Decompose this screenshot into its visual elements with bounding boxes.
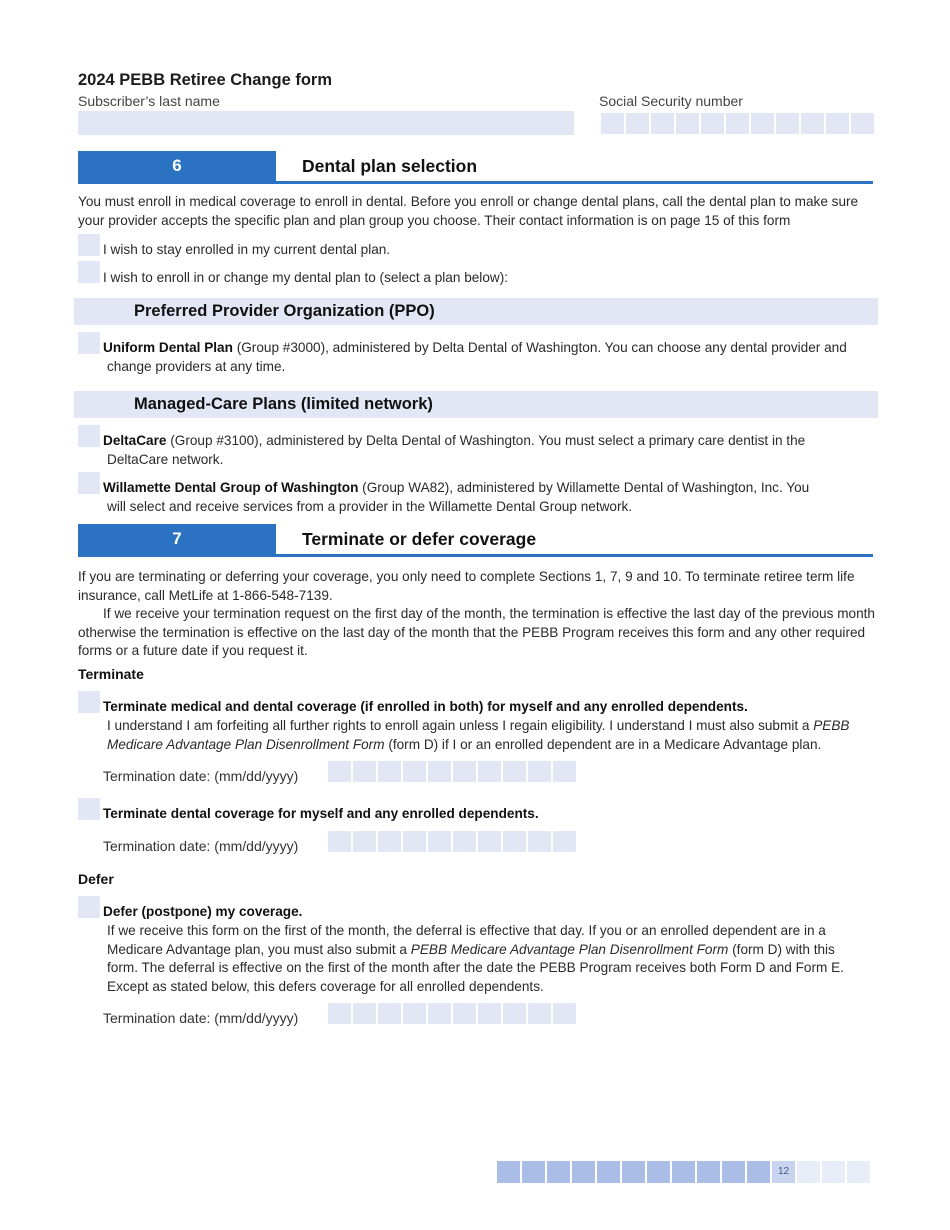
deltacare-option bbox=[103, 432, 883, 451]
section-6-header bbox=[78, 151, 873, 184]
date-digit-cell[interactable] bbox=[353, 761, 376, 782]
page-marker bbox=[597, 1161, 620, 1183]
page-marker bbox=[697, 1161, 720, 1183]
page-marker bbox=[547, 1161, 570, 1183]
change-plan-label: I wish to enroll in or change my dental plan to (select a plan below): bbox=[103, 270, 509, 285]
deltacare-desc: (Group #3100), administered by Delta Dental of Washington. You must select a primary care dentist in the bbox=[166, 433, 806, 448]
date-digit-cell[interactable] bbox=[453, 831, 476, 852]
termination-date-field-2[interactable] bbox=[328, 831, 578, 853]
date-digit-cell[interactable] bbox=[403, 761, 426, 782]
date-digit-cell[interactable] bbox=[478, 1003, 501, 1024]
page-marker bbox=[747, 1161, 770, 1183]
ssn-digit-cell[interactable] bbox=[676, 113, 699, 134]
terminate-dental-title: Terminate dental coverage for myself and any enrolled dependents. bbox=[103, 806, 539, 821]
willamette-name: Willamette Dental Group of Washington bbox=[103, 480, 359, 495]
ssn-digit-cell[interactable] bbox=[751, 113, 774, 134]
ssn-digit-cell[interactable] bbox=[851, 113, 874, 134]
date-digit-cell[interactable] bbox=[403, 1003, 426, 1024]
page-marker bbox=[722, 1161, 745, 1183]
page-marker bbox=[647, 1161, 670, 1183]
terminate-medical-dental-checkbox[interactable] bbox=[78, 691, 100, 713]
deltacare-name: DeltaCare bbox=[103, 433, 167, 448]
section-7-intro-2: If we receive your termination request on the first day of the month, the termination is effective the last day of the previous month otherwise the termination is effective on the last day of the month that the PEBB Program receives this form and any other required forms or a future date if you request it. bbox=[78, 606, 875, 658]
page-progress bbox=[497, 1161, 872, 1183]
date-digit-cell[interactable] bbox=[478, 761, 501, 782]
willamette-option bbox=[103, 479, 883, 498]
termination-date-label: Termination date: (mm/dd/yyyy) bbox=[103, 768, 299, 784]
date-digit-cell[interactable] bbox=[378, 1003, 401, 1024]
form-title: 2024 PEBB Retiree Change form bbox=[78, 71, 333, 89]
section-6-title: Dental plan selection bbox=[302, 156, 478, 176]
date-digit-cell[interactable] bbox=[453, 761, 476, 782]
date-digit-cell[interactable] bbox=[403, 831, 426, 852]
willamette-desc: (Group WA82), administered by Willamette Dental of Washington, Inc. You bbox=[358, 480, 810, 495]
date-digit-cell[interactable] bbox=[553, 1003, 576, 1024]
terminate-text-form: PEBB Medicare Advantage Plan Disenrollment Form bbox=[107, 718, 850, 752]
date-digit-cell[interactable] bbox=[353, 1003, 376, 1024]
termination-date-field[interactable] bbox=[328, 761, 578, 783]
ssn-digit-cell[interactable] bbox=[776, 113, 799, 134]
uniform-dental-checkbox[interactable] bbox=[78, 332, 100, 354]
termination-date-label-2: Termination date: (mm/dd/yyyy) bbox=[103, 838, 299, 854]
uniform-dental-desc: (Group #3000), administered by Delta Dental of Washington. You can choose any dental provider and bbox=[232, 340, 847, 355]
defer-coverage-checkbox[interactable] bbox=[78, 896, 100, 918]
ssn-digit-cell[interactable] bbox=[826, 113, 849, 134]
termination-date-label-3: Termination date: (mm/dd/yyyy) bbox=[103, 1010, 299, 1026]
ppo-heading: Preferred Provider Organization (PPO) bbox=[134, 302, 435, 320]
section-7-title: Terminate or defer coverage bbox=[302, 529, 537, 549]
date-digit-cell[interactable] bbox=[353, 831, 376, 852]
section-7-number: 7 bbox=[78, 524, 276, 554]
page-marker bbox=[672, 1161, 695, 1183]
date-digit-cell[interactable] bbox=[328, 761, 351, 782]
terminate-text-b: (form D) if I or an enrolled dependent are in a Medicare Advantage plan. bbox=[384, 736, 822, 752]
date-digit-cell[interactable] bbox=[453, 1003, 476, 1024]
defer-heading: Defer bbox=[78, 871, 114, 887]
willamette-checkbox[interactable] bbox=[78, 472, 100, 494]
defer-text-b: (form D) with this form. The deferral is effective on the first of the month after the date the PEBB Program receives both Form D and Form E. Except as stated below, this defers coverage for all enrolled dependents. bbox=[107, 941, 844, 994]
section-6-intro: You must enroll in medical coverage to enroll in dental. Before you enroll or change dental plans, call the dental plan to make sure your provider accepts the specific plan and plan group you choose. Their contact information is on page 15 of this form bbox=[78, 194, 859, 228]
section-6-number: 6 bbox=[78, 151, 276, 181]
date-digit-cell[interactable] bbox=[528, 831, 551, 852]
ssn-digit-cell[interactable] bbox=[801, 113, 824, 134]
date-digit-cell[interactable] bbox=[378, 831, 401, 852]
defer-text-a: If we receive this form on the first of the month, the deferral is effective that day. If you or an enrolled dependent are in a Medicare Advantage plan, you must also submit a bbox=[107, 923, 826, 957]
date-digit-cell[interactable] bbox=[378, 761, 401, 782]
deltacare-desc-2: DeltaCare network. bbox=[107, 452, 224, 467]
terminate-text-a: I understand I am forfeiting all further rights to enroll again unless I regain eligibility. I understand I must also submit a bbox=[107, 718, 814, 733]
date-digit-cell[interactable] bbox=[428, 1003, 451, 1024]
ppo-heading-band bbox=[74, 298, 878, 325]
date-digit-cell[interactable] bbox=[528, 1003, 551, 1024]
date-digit-cell[interactable] bbox=[328, 831, 351, 852]
ssn-digit-cell[interactable] bbox=[651, 113, 674, 134]
willamette-desc-2: will select and receive services from a provider in the Willamette Dental Group network. bbox=[107, 499, 633, 514]
ssn-label: Social Security number bbox=[599, 93, 743, 109]
defer-text-form: PEBB Medicare Advantage Plan Disenrollment Form bbox=[410, 941, 729, 957]
section-7-intro-1: If you are terminating or deferring your coverage, you only need to complete Sections 1, 7, 9 and 10. To terminate retiree term life insurance, call MetLife at 1-866-548-7139. bbox=[78, 569, 855, 603]
section-7-header bbox=[78, 524, 873, 557]
ssn-digit-cell[interactable] bbox=[726, 113, 749, 134]
date-digit-cell[interactable] bbox=[428, 831, 451, 852]
date-digit-cell[interactable] bbox=[428, 761, 451, 782]
stay-enrolled-label: I wish to stay enrolled in my current dental plan. bbox=[103, 242, 391, 257]
page-number: 12 bbox=[772, 1161, 795, 1183]
page-marker bbox=[522, 1161, 545, 1183]
deltacare-checkbox[interactable] bbox=[78, 425, 100, 447]
change-plan-checkbox[interactable] bbox=[78, 261, 100, 283]
ssn-digit-cell[interactable] bbox=[601, 113, 624, 134]
page-marker bbox=[847, 1161, 870, 1183]
last-name-label: Subscriber’s last name bbox=[78, 93, 220, 109]
managed-care-heading: Managed-Care Plans (limited network) bbox=[134, 395, 433, 413]
uniform-dental-desc-2: change providers at any time. bbox=[107, 359, 286, 374]
ssn-digit-cell[interactable] bbox=[626, 113, 649, 134]
page-marker bbox=[497, 1161, 520, 1183]
date-digit-cell[interactable] bbox=[503, 761, 526, 782]
date-digit-cell[interactable] bbox=[553, 831, 576, 852]
date-digit-cell[interactable] bbox=[503, 831, 526, 852]
terminate-heading: Terminate bbox=[78, 666, 144, 682]
page-marker bbox=[622, 1161, 645, 1183]
defer-coverage-title: Defer (postpone) my coverage. bbox=[103, 904, 303, 919]
managed-care-heading-band bbox=[74, 391, 878, 418]
uniform-dental-option bbox=[103, 339, 883, 358]
defer-coverage-text bbox=[107, 922, 867, 996]
date-digit-cell[interactable] bbox=[478, 831, 501, 852]
last-name-field[interactable] bbox=[78, 111, 574, 135]
date-digit-cell[interactable] bbox=[328, 1003, 351, 1024]
terminate-dental-checkbox[interactable] bbox=[78, 798, 100, 820]
termination-date-field-3[interactable] bbox=[328, 1003, 578, 1025]
ssn-field[interactable] bbox=[601, 113, 876, 135]
page-marker bbox=[797, 1161, 820, 1183]
uniform-dental-name: Uniform Dental Plan bbox=[103, 340, 233, 355]
page-marker bbox=[572, 1161, 595, 1183]
terminate-medical-dental-title: Terminate medical and dental coverage (if enrolled in both) for myself and any enrolled dependents. bbox=[103, 699, 748, 714]
stay-enrolled-checkbox[interactable] bbox=[78, 234, 100, 256]
page-marker bbox=[822, 1161, 845, 1183]
date-digit-cell[interactable] bbox=[553, 761, 576, 782]
terminate-medical-dental-text bbox=[107, 717, 877, 754]
date-digit-cell[interactable] bbox=[528, 761, 551, 782]
ssn-digit-cell[interactable] bbox=[701, 113, 724, 134]
date-digit-cell[interactable] bbox=[503, 1003, 526, 1024]
